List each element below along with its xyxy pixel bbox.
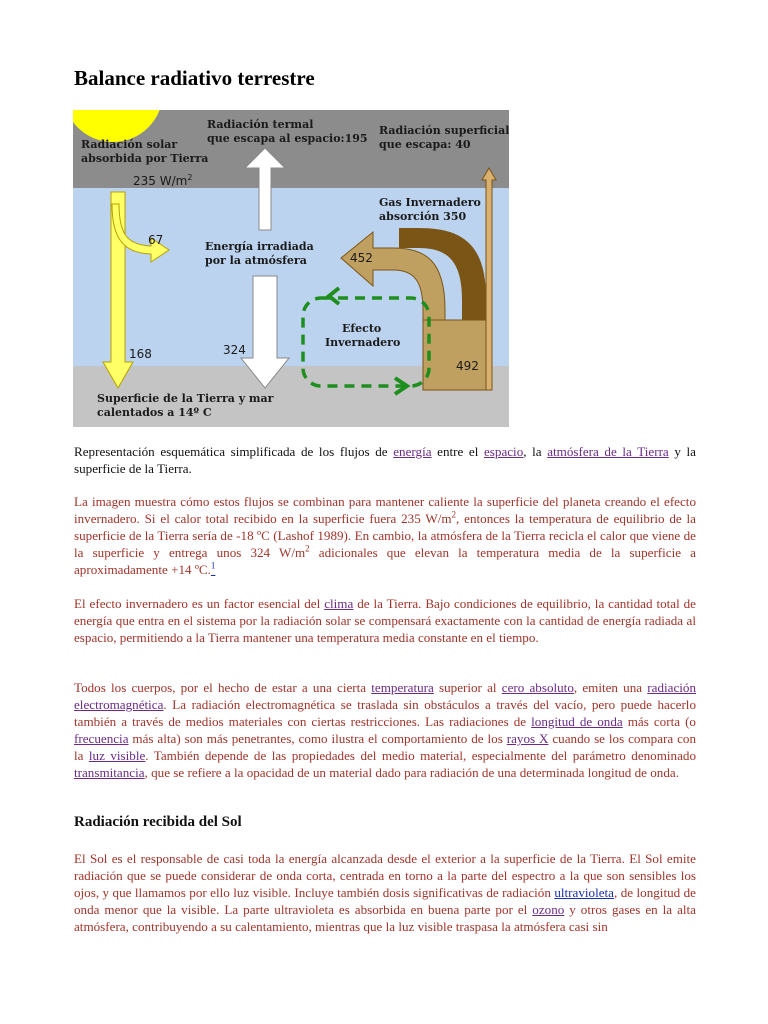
page-title: Balance radiativo terrestre xyxy=(74,66,315,90)
link-temperatura[interactable]: temperatura xyxy=(371,680,434,695)
link-longitud-de-onda[interactable]: longitud de onda xyxy=(531,714,623,729)
label-gas-2: absorción 350 xyxy=(379,210,467,223)
link-ozono[interactable]: ozono xyxy=(532,902,565,917)
figure-caption: Representación esquemática simplificada de los flujos de energía entre el espacio, la atmósfera de la Tierra y la superficie de la Tierra. xyxy=(74,444,696,476)
label-termal-1: Radiación termal xyxy=(207,118,314,131)
label-energia-1: Energía irradiada xyxy=(205,240,314,253)
label-superficial-2: que escapa: 40 xyxy=(379,138,471,151)
link-radiacion-electromagnetica[interactable]: radiación electromagnética xyxy=(74,680,696,712)
link-frecuencia[interactable]: frecuencia xyxy=(74,731,129,746)
value-324: 324 xyxy=(223,343,246,357)
section-heading: Radiación recibida del Sol xyxy=(74,814,242,830)
link-clima[interactable]: clima xyxy=(324,596,354,611)
label-solar-1: Radiación solar xyxy=(81,138,178,151)
label-superficie-1: Superficie de la Tierra y mar xyxy=(97,392,274,405)
figure-svg xyxy=(73,110,509,427)
label-solar-2: absorbida por Tierra xyxy=(81,152,209,165)
link-energia[interactable]: energía xyxy=(393,444,432,459)
paragraph-3: Todos los cuerpos, por el hecho de estar a una cierta temperatura superior al cero absoluto, emiten una radiación electromagnética. La radiación electromagnética se traslada sin obstáculos a través del vacío, pero puede hacerlo también a través de medios materiales con ciertas restricciones. Las radiaciones de longitud de onda más corta (o frecuencia más alta) son más penetrantes, como ilustra el comportamiento de los rayos X cuando se los compara con la luz visible. También depende de las propiedades del medio material, especialmente del parámetro denominado transmitancia, que se refiere a la opacidad de un material dado para radiación de una determinada longitud de onda. xyxy=(74,680,696,780)
label-gas-1: Gas Invernadero xyxy=(379,196,481,209)
surface-emission-column xyxy=(423,320,486,390)
label-efecto-1: Efecto xyxy=(342,322,382,335)
paragraph-1: La imagen muestra cómo estos flujos se combinan para mantener caliente la superficie del planeta creando el efecto invernadero. Si el calor total recibido en la superficie fuera 235 $W/m^2$, entonces la temperatura de equilibrio de la superficie de la Tierra sería de -18 ºC (Lashof 1989). En cambio, la atmósfera de la Tierra recicla el calor que viene de la superficie y entrega unos 324 $W/m^2$ adicionales que elevan la temperatura media de la superficie a aproximadamente +14 ºC.$^1$ xyxy=(74,494,696,577)
link-atmosfera[interactable]: atmósfera de la Tierra xyxy=(547,444,669,459)
value-168: 168 xyxy=(129,347,152,361)
link-espacio[interactable]: espacio xyxy=(483,444,524,459)
value-492: 492 xyxy=(456,359,479,373)
paragraph-4: El Sol es el responsable de casi toda la energía alcanzada desde el exterior a la superficie de la Tierra. El Sol emite radiación que se puede considerar de onda corta, centrada en torno a la parte del espectro a la que son sensibles los ojos, y que llamamos por ello luz visible. Incluye también dosis significativas de radiación ultravioleta, de longitud de onda menor que la visible. La parte ultravioleta es absorbida en buena parte por el ozono y otros gases en la alta atmósfera, contribuyendo a su calentamiento, mientras que la luz visible traspasa la atmósfera casi sin xyxy=(74,851,696,934)
value-solar: 235 $W/m^2$ xyxy=(133,173,193,188)
label-efecto-2: Invernadero xyxy=(325,336,401,349)
label-termal-2: que escapa al espacio:195 xyxy=(207,132,368,145)
label-energia-2: por la atmósfera xyxy=(205,254,307,267)
link-transmitancia[interactable]: transmitancia xyxy=(74,765,145,780)
link-ultravioleta[interactable]: ultravioleta xyxy=(554,885,614,900)
value-67: 67 xyxy=(148,233,164,247)
label-superficial-1: Radiación superficial xyxy=(379,124,509,137)
radiative-balance-figure xyxy=(73,110,509,427)
link-cero-absoluto[interactable]: cero absoluto xyxy=(501,680,574,695)
link-luz-visible[interactable]: luz visible xyxy=(88,748,146,763)
link-rayos-x[interactable]: rayos X xyxy=(506,731,549,746)
value-452: 452 xyxy=(350,251,373,265)
paragraph-2: El efecto invernadero es un factor esencial del clima de la Tierra. Bajo condiciones de equilibrio, la cantidad total de energía que entra en el sistema por la radiación solar se compensará exactamente con la cantidad de energía radiada al espacio, permitiendo a la Tierra mantener una temperatura media constante en el tiempo. xyxy=(74,596,696,645)
reference-link[interactable]: 1 xyxy=(210,560,216,571)
label-superficie-2: calentados a 14º C xyxy=(97,406,212,419)
